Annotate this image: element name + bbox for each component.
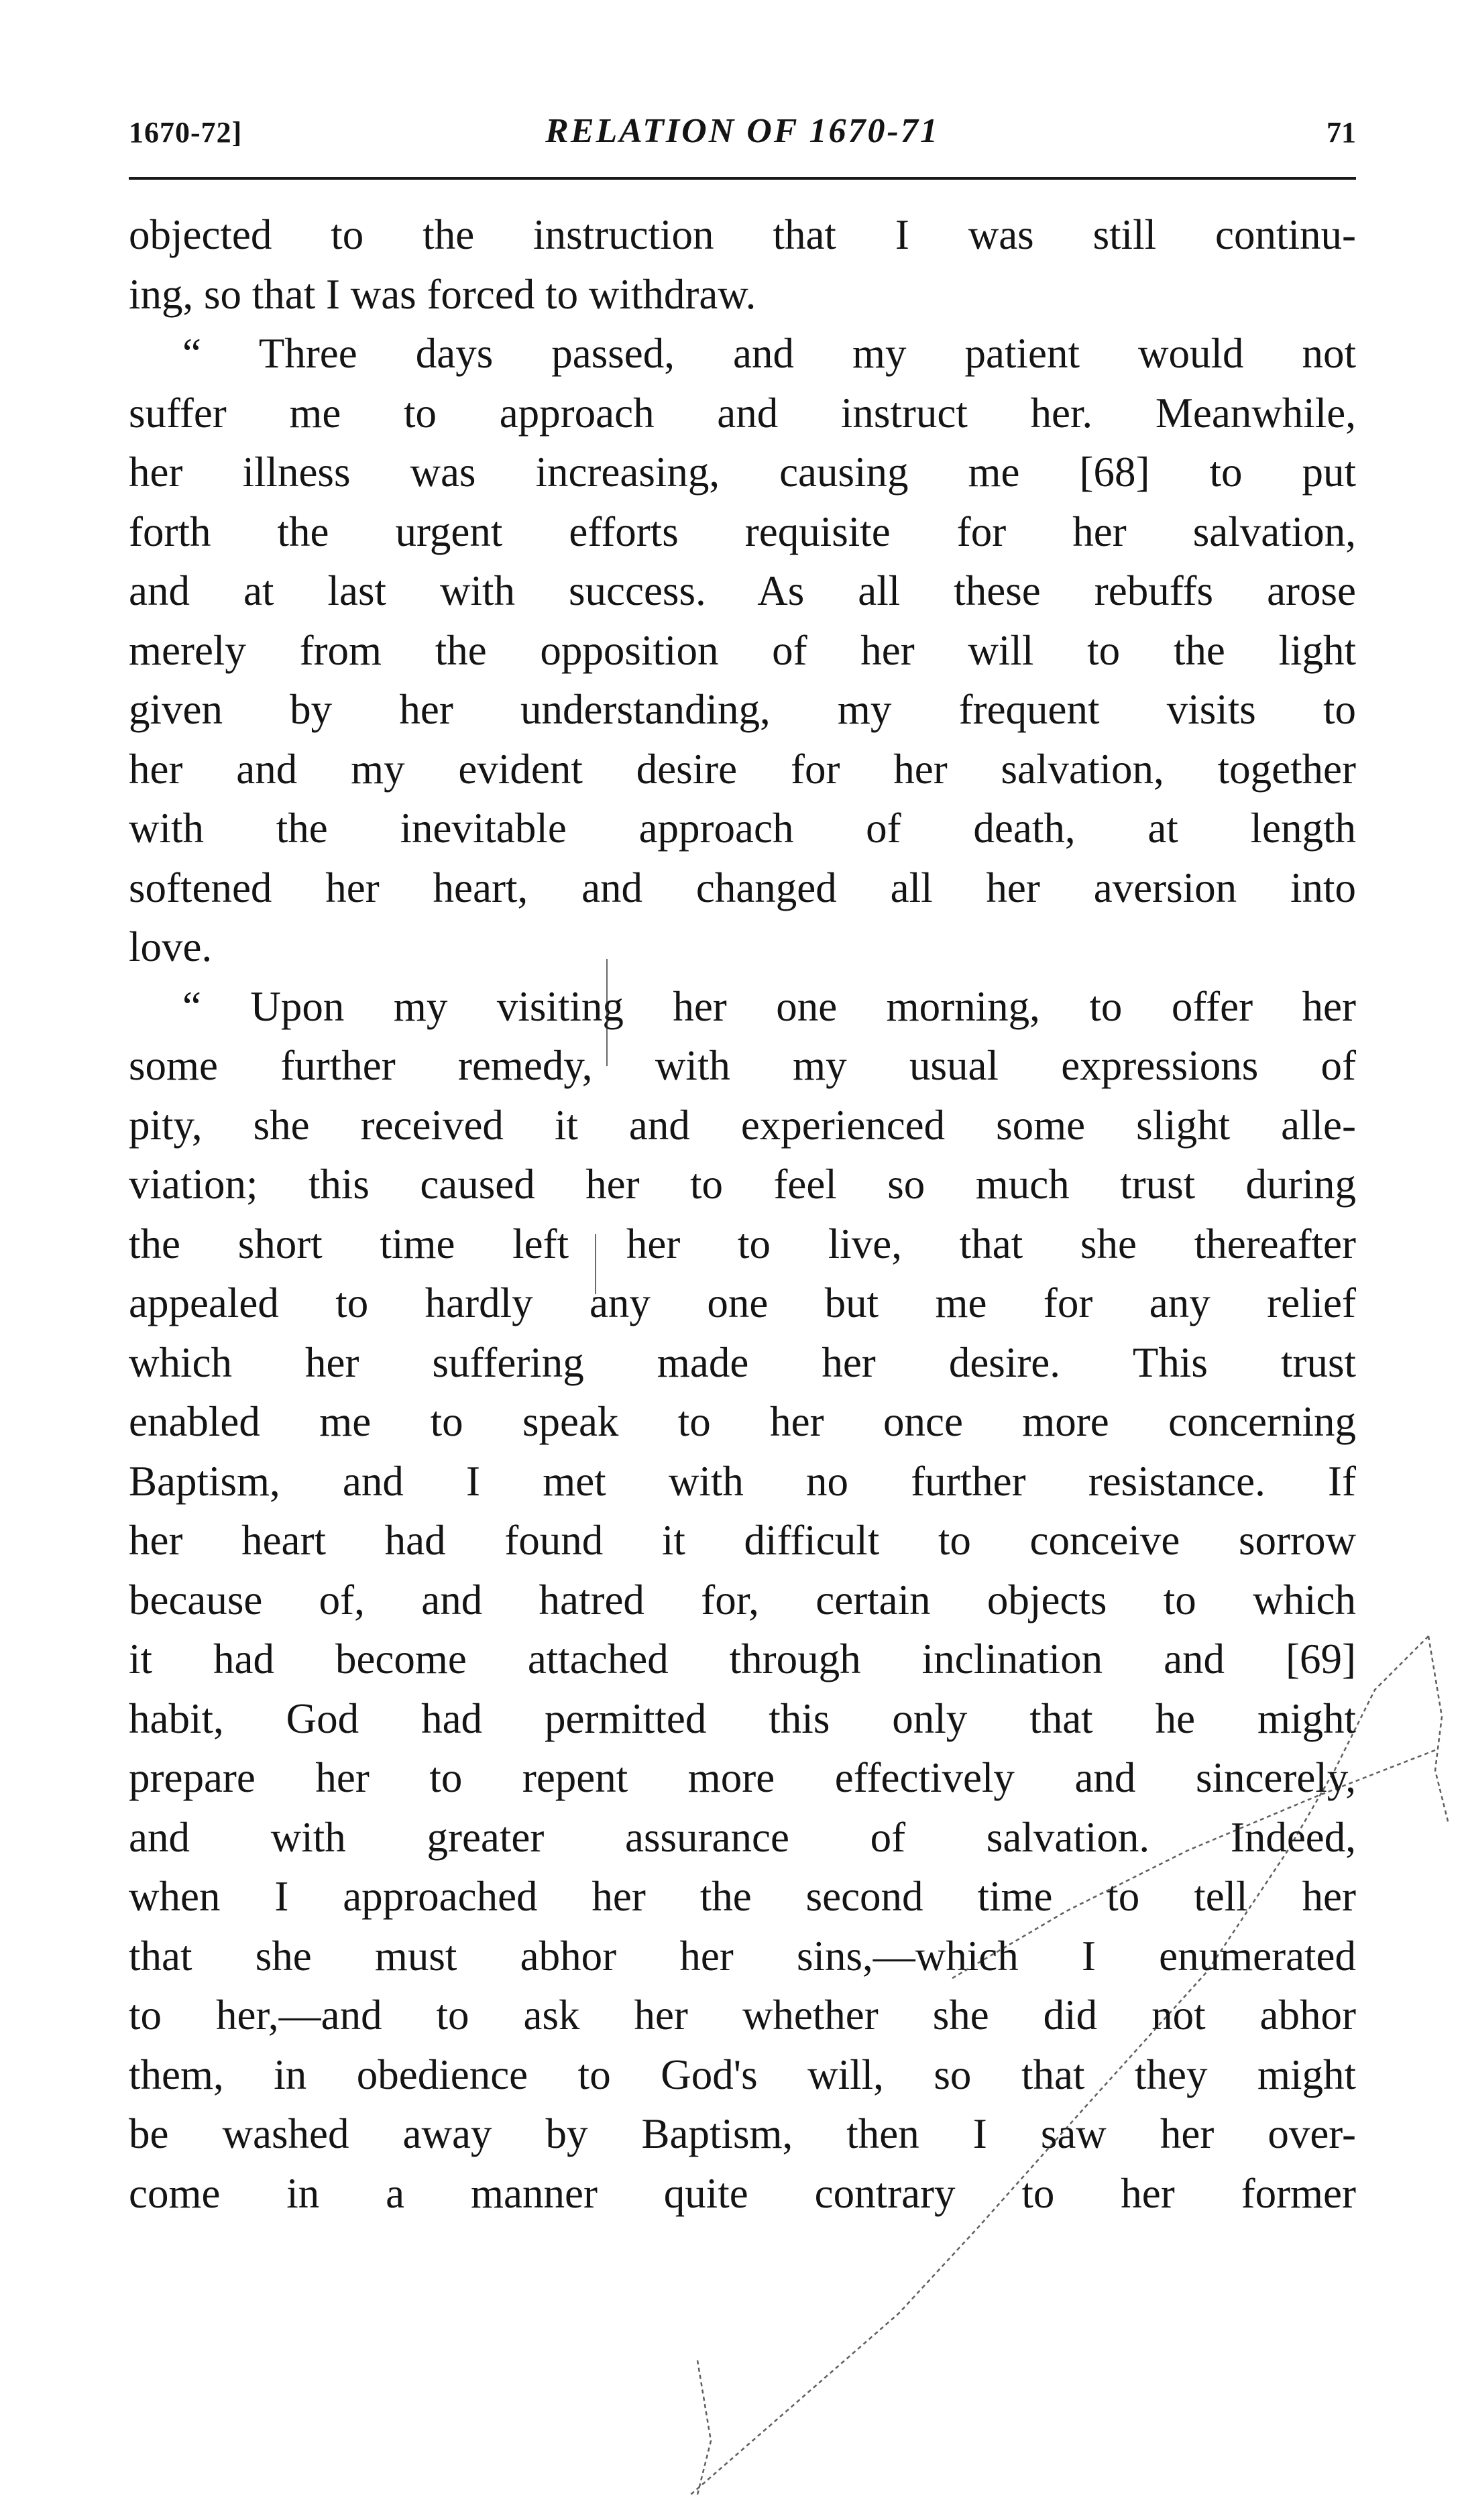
- text-line-30: that she must abhor her sins,—which I enumerated: [129, 1932, 1356, 1980]
- text-line-6: forth the urgent efforts requisite for her salvation,: [129, 508, 1356, 555]
- body-text: [129, 205, 1356, 2223]
- text-line-18: the short time left her to live, that she thereafter: [129, 1220, 1356, 1267]
- text-line-25: it had become attached through inclination and [69]: [129, 1636, 1356, 1682]
- text-line-26: habit, God had permitted this only that he might: [129, 1695, 1356, 1742]
- fold-line-3: [1428, 1636, 1449, 1824]
- text-line-19: appealed to hardly any one but me for any relief: [129, 1279, 1356, 1326]
- text-line-27: prepare her to repent more effectively and sincerely,: [129, 1754, 1356, 1801]
- text-line-34: come in a manner quite contrary to her former: [129, 2169, 1356, 2217]
- text-line-29: when I approached her the second time to tell her: [129, 1873, 1356, 1920]
- fold-line-4: [697, 2360, 711, 2495]
- running-head: [129, 112, 1356, 162]
- running-head-title: RELATION OF 1670-71: [545, 112, 940, 150]
- text-line-1: objected to the instruction that I was still continu-: [129, 211, 1356, 258]
- text-line-10: her and my evident desire for her salvation, together: [129, 745, 1356, 793]
- text-line-24: because of, and hatred for, certain objects to which: [129, 1576, 1356, 1623]
- text-line-12: softened her heart, and changed all her aversion into: [129, 864, 1356, 911]
- text-line-22: Baptism, and I met with no further resistance. If: [129, 1457, 1356, 1505]
- text-line-17: viation; this caused her to feel so much trust during: [129, 1161, 1356, 1208]
- page-number: 71: [1327, 116, 1356, 149]
- text-line-11: with the inevitable approach of death, at length: [129, 805, 1356, 852]
- text-line-2: ing, so that I was forced to withdraw.: [129, 270, 756, 318]
- text-line-28: and with greater assurance of salvation. Indeed,: [129, 1813, 1356, 1861]
- text-line-9: given by her understanding, my frequent visits to: [129, 686, 1356, 733]
- text-line-16: pity, she received it and experienced some slight alle-: [129, 1101, 1356, 1149]
- text-line-7: and at last with success. As all these rebuffs arose: [129, 567, 1356, 614]
- text-line-14: “ Upon my visiting her one morning, to offer her: [182, 982, 1356, 1030]
- text-line-3: “ Three days passed, and my patient would not: [182, 330, 1356, 377]
- text-line-4: suffer me to approach and instruct her. Meanwhile,: [129, 389, 1356, 437]
- text-line-5: her illness was increasing, causing me [68] to put: [129, 449, 1356, 496]
- text-line-33: be washed away by Baptism, then I saw her over-: [129, 2110, 1356, 2157]
- text-line-20: which her suffering made her desire. This trust: [129, 1338, 1356, 1386]
- text-line-23: her heart had found it difficult to conceive sorrow: [129, 1517, 1356, 1564]
- text-line-21: enabled me to speak to her once more concerning: [129, 1398, 1356, 1445]
- text-line-31: to her,—and to ask her whether she did not abhor: [129, 1992, 1356, 2039]
- text-line-15: some further remedy, with my usual expressions of: [129, 1042, 1356, 1089]
- text-line-32: them, in obedience to God's will, so that they might: [129, 2051, 1356, 2098]
- text-line-8: merely from the opposition of her will to the light: [129, 626, 1356, 674]
- running-head-year-range: 1670-72]: [129, 116, 243, 149]
- header-rule: [129, 177, 1356, 180]
- text-line-13: love.: [129, 923, 213, 970]
